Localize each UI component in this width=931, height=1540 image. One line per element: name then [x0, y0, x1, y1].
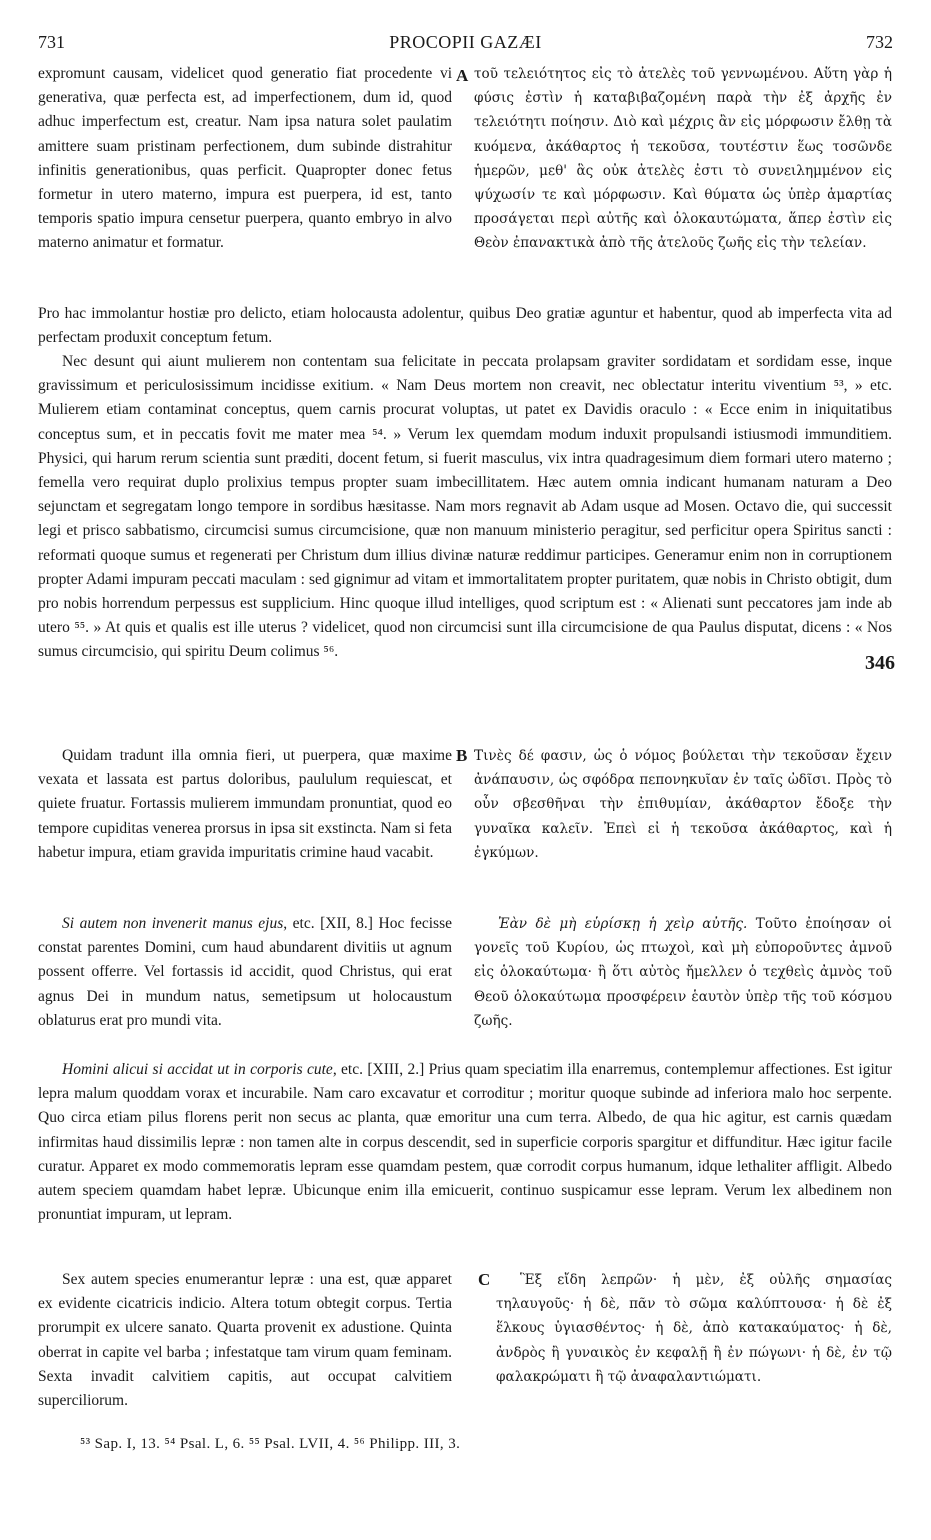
latin-text [38, 912, 452, 1033]
lemma: Homini alicui si accidat ut in corporis cute [62, 1061, 333, 1078]
paragraph-text-part2: intelliges, quod scriptum est : « Alienati sunt peccatores jam inde ab utero ⁵⁵. » At quis et qualis est ille uterus ? videlicet, quod non circumcisi sunt illa circumcisione de qua Paulus disputat, dicens : « Nos sumus circumcisio, qui spiritu Deum colimus ⁵⁶. [38, 595, 893, 661]
column-marker-b: B [456, 746, 468, 765]
latin-text: Pro hac immolantur hostiæ pro delicto, etiam holocausta adolentur, quibus Deo gratiæ aguntur et habentur, quod ab imperfecta vita ad perfectam produxit conceptum fetum. [38, 305, 892, 347]
lemma: Si autem non invenerit manus ejus [62, 915, 284, 932]
lemma: Ἐὰν δὲ μὴ εὑρίσκῃ ἡ χεὶρ αὐτῆς. [498, 916, 748, 932]
body: Hoc fecisse constat parentes Domini, cum haud abundarent divitiis ut agnum possent offerre. Vel fortassis id accidit, quod Christus, qui erat agnus Dei in mundum natus, semetipsum ut holocaustum oblaturus erat pro mundi vita. [38, 915, 453, 1029]
greek-column-4 [474, 912, 892, 1033]
paragraph-text [38, 350, 892, 665]
reference: , etc. [XIII, 2.] [332, 1061, 425, 1078]
column-marker-a: A [456, 66, 469, 85]
migne-page-number: 346 [865, 652, 895, 674]
latin-column-1 [38, 62, 452, 256]
latin-column-4 [38, 912, 452, 1033]
latin-text: expromunt causam, videlicet quod generatio fiat procedente vi generativa, quæ perfecta est, ad imperfectionem, dum id, quod adhuc imperfectum est, creatur. Nam ipsa natura solet paulatim amittere suam pristinam perfectionem, dum subinde distrahitur infinitis generationibus, quas perficit. Quapropter donec fetus formetur in utero materno, impura est puerpera, id est, tanto temporis spatio impura censetur puerpera, quanto embryo in alvo materno animatur et formatur. [38, 65, 452, 252]
latin-paragraph-5 [38, 1058, 892, 1227]
latin-continuation [38, 302, 892, 350]
latin-text: Quidam tradunt illa omnia fieri, ut puerpera, quæ maxime vexata et lassata est partus doloribus, paululum requiescat, et quiete fruatur. Fortassis mulierem immundam pronuntiat, quod eo tempore cupiditas venerea prorsus in ipsa sit exstincta. Nam si feta habetur impura, etiam gravida impuritatis crimine haud vacabit. [38, 747, 452, 861]
latin-column-6 [38, 1268, 452, 1413]
latin-paragraph-2 [38, 350, 892, 665]
right-page-number: 732 [866, 32, 893, 52]
greek-column-1 [474, 62, 892, 256]
latin-text: Sex autem species enumerantur lepræ : una est, quæ apparet ex evidente cicatricis indicio. Altera totum obtegit corpus. Tertia prorumpit ex ulcere sanato. Quarta provenit ex adustione. Quinta oberrat in capite vel barba ; infestatque tam virum quam feminam. Sexta invadit calvitiem capitis, aut occupat calvitiem superciliorum. [38, 1271, 452, 1410]
paragraph-text-part1: Nec desunt qui aiunt mulierem non contentam sua felicitate in peccata prolapsam graviter sordidatam et sordidam esse, inque gravissimum et periculosissimum incidisse exitium. « Nam Deus mortem non creavit, nec oblectatur interitu viventium ⁵³, » etc. Mulierem etiam contaminat conceptus, quem carnis procurat voluptas, ut patet ex Davidis oraculo : « Ecce enim in iniquitatibus conceptus sum, et in peccatis fovit me mater mea ⁵⁴. » Verum lex quemdam modum induxit propulsandi istiusmodi immunditiem. Physici, qui harum rerum scientia sunt præditi, docent fetum, si fuerit masculus, vix intra quadragesimum diem formari utero materno ; femella vero requirat duplo prolixius tempus propter suam imbecillitatem. Hæc autem omnia indicant humanam naturam a Deo sejunctam et segregatam longo tempore in sordibus hæsitasse. Nam mors regnavit ab Adam usque ad Mosen. Octavo die, qui successit legi et prisco sabbatismo, circumcisi sumus circumcisione, quæ non manuum ministerio peragitur, sed perficitur opera Spiritus sancti : reformati quoque sumus et regenerati per Christum dum illius divinæ naturæ reddimur participes. Generamur enim non in corruptionem propter Adami impuram peccati maculam : sed gignimur ad vitam et immortalitatem propter puritatem, quæ nobis in Christo obtigit, dum pro nobis horrendum perpessus est supplicium. Hinc quoque illud [38, 353, 892, 613]
running-title: PROCOPII GAZÆI [389, 32, 542, 52]
paragraph-text [38, 1058, 892, 1227]
reference: , etc. [XII, 8.] [283, 915, 373, 932]
greek-text [474, 912, 892, 1033]
latin-column-3 [38, 744, 452, 865]
left-page-number: 731 [38, 32, 65, 52]
footnotes: ⁵³ Sap. I, 13. ⁵⁴ Psal. L, 6. ⁵⁵ Psal. LVII, 4. ⁵⁶ Philipp. III, 3. [80, 1436, 461, 1452]
greek-text: Τινὲς δέ φασιν, ὡς ὁ νόμος βούλεται τὴν τεκοῦσαν ἔχειν ἀνάπαυσιν, ὡς σφόδρα πεπονηκυῖαν ἐν ταῖς ὠδῖσι. Πρὸς τὸ οὖν σβεσθῆναι τὴν ἐπιθυμίαν, ἀκάθαρτον ἔδοξε τὴν γυναῖκα καλεῖν. Ἐπεὶ εἰ ἡ τεκοῦσα ἀκάθαρτος, καὶ ἡ ἐγκύμων. [474, 748, 892, 861]
greek-text: τοῦ τελειότητος εἰς τὸ ἀτελὲς τοῦ γεννωμένου. Αὕτη γὰρ ἡ φύσις ἐστὶν ἡ καταβιβαζομένη παρὰ τὴν ἐξ ἀρχῆς ἐν τελειότητι ποίησιν. Διὸ καὶ μέχρις ἂν εἰς μόρφωσιν ἔλθῃ τὰ κυόμενα, ἀκάθαρτος ἡ τεκοῦσα, τουτέστιν ἕως τοσῶνδε ἡμερῶν, μεθ' ἃς οὐκ ἀτελὲς ἐστι τὸ συνειλημμένον εἰς ψύχωσίν τε καὶ μόρφωσιν. Καὶ θύματα ὡς ὑπὲρ ἁμαρτίας προσάγεται περὶ αὐτῆς καὶ ὁλοκαυτώματα, ἅπερ ἐστὶν εἰς Θεὸν ἐπανακτικὰ ἀπὸ τῆς ἀτελοῦς ζωῆς εἰς τὴν τελείαν. [474, 66, 892, 252]
greek-text: Ἓξ εἴδη λεπρῶν· ἡ μὲν, ἐξ οὐλῆς σημασίας τηλαυγοῦς· ἡ δὲ, πᾶν τὸ σῶμα καλύπτουσα· ἡ δὲ ἐξ ἕλκους ὑγιασθέντος· ἡ δὲ, ἀπὸ κατακαύματος· ἡ δὲ, ἀνδρὸς ἢ γυναικὸς ἐν κεφαλῇ ἢ ἐν πώγωνι· ἡ δὲ, ἐν τῷ φαλακρώματι ἢ τῷ ἀναφαλαντιώματι. [496, 1272, 892, 1385]
body: Τοῦτο ἐποίησαν οἱ γονεῖς τοῦ Κυρίου, ὡς πτωχοὶ, καὶ μὴ εὐποροῦντες ἀμνοῦ εἰς ὁλοκαύτωμα· ἢ ὅτι αὐτὸς ἤμελλεν ὁ τεχθεὶς ἀμνὸς τοῦ Θεοῦ ὁλοκαύτωμα προσφέρειν ἑαυτὸν ὑπὲρ τῆς τοῦ κόσμου ζωῆς. [474, 916, 892, 1029]
column-marker-c: C [478, 1270, 491, 1289]
body: Prius quam speciatim illa enarremus, contemplemur affectiones. Est igitur lepra malum quoddam vorax et incurabile. Nam caro excavatur et corroditur ; moritur quoque subinde ad inferiora malo hoc serpente. Quo circa etiam pilus florens perit non secus ac planta, quæ emoritur una cum terra. Albedo, de qua hic agitur, est carnis quædam infirmitas haud dissimilis lepræ : non tamen alte in corpus descendit, sed in superficie corporis spargitur et diffunditur. Hæc igitur facile curatur. Apparet ex modo commemoratis lepram esse quamdam pestem, quæ corrodit corpus humanum, idque lethaliter affligit. Albedo autem speciem quamdam habet lepræ. Ubicunque enim illa emicuerit, continuo suspicamur esse lepram. Verum lex albedinem non pronuntiat impuram, ut lepram. [38, 1061, 892, 1224]
greek-column-3 [474, 744, 892, 865]
greek-column-6 [496, 1268, 892, 1389]
